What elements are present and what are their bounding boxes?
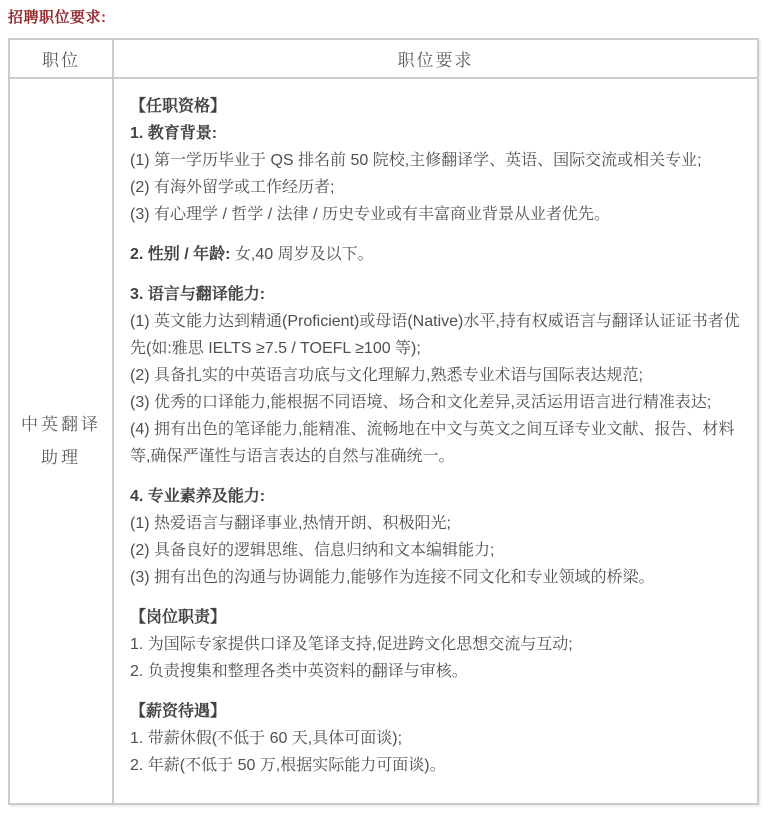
requirement-line: (1) 热爱语言与翻译事业,热情开朗、积极阳光; xyxy=(130,515,451,532)
requirements-cell xyxy=(113,78,758,804)
header-cell-position: 职位 xyxy=(9,39,113,78)
requirement-line: (1) 英文能力达到精通(Proficient)或母语(Native)水平,持有权威语言与翻译认证证书者优先(如:雅思 IELTS ≥7.5 / TOEFL ≥100 等); xyxy=(130,313,740,357)
position-line: 助理 xyxy=(41,448,81,467)
requirement-line: (3) 拥有出色的沟通与协调能力,能够作为连接不同文化和专业领域的桥梁。 xyxy=(130,569,655,586)
job-requirements-table xyxy=(8,38,759,805)
requirement-line: 3. 语言与翻译能力: xyxy=(130,286,266,303)
requirement-line: 2. 性别 / 年龄: 女,40 周岁及以下。 xyxy=(130,246,374,263)
position-cell xyxy=(9,78,113,804)
requirement-block xyxy=(130,281,747,470)
requirement-line: 【任职资格】 xyxy=(130,98,227,115)
requirement-line: 1. 带薪休假(不低于 60 天,具体可面谈); xyxy=(130,730,403,747)
requirement-line: 2. 负责搜集和整理各类中英资料的翻译与审核。 xyxy=(130,663,468,680)
requirement-line: 4. 专业素养及能力: xyxy=(130,488,266,505)
requirement-block xyxy=(130,93,747,228)
requirement-line: 1. 为国际专家提供口译及笔译支持,促进跨文化思想交流与互动; xyxy=(130,636,573,653)
position-line: 中英翻译 xyxy=(21,415,101,434)
requirement-line: 2. 年薪(不低于 50 万,根据实际能力可面谈)。 xyxy=(130,757,446,774)
requirement-line: (4) 拥有出色的笔译能力,能精准、流畅地在中文与英文之间互译专业文献、报告、材料等,确保严谨性与语言表达的自然与准确统一。 xyxy=(130,421,735,465)
table-header-row xyxy=(9,39,758,78)
requirement-line: 1. 教育背景: xyxy=(130,125,218,142)
requirement-line: (3) 有心理学 / 哲学 / 法律 / 历史专业或有丰富商业背景从业者优先。 xyxy=(130,206,611,223)
requirement-block xyxy=(130,241,747,268)
requirement-line: (2) 具备良好的逻辑思维、信息归纳和文本编辑能力; xyxy=(130,542,495,559)
requirement-line: (2) 有海外留学或工作经历者; xyxy=(130,179,335,196)
requirement-line: 【岗位职责】 xyxy=(130,609,227,626)
requirement-line: 【薪资待遇】 xyxy=(130,703,227,720)
table-row xyxy=(9,78,758,804)
requirement-block xyxy=(130,604,747,685)
requirement-line: (3) 优秀的口译能力,能根据不同语境、场合和文化差异,灵活运用语言进行精准表达; xyxy=(130,394,712,411)
header-cell-requirements: 职位要求 xyxy=(113,39,758,78)
requirement-block xyxy=(130,698,747,779)
requirement-line: (2) 具备扎实的中英语言功底与文化理解力,熟悉专业术语与国际表达规范; xyxy=(130,367,643,384)
requirement-block xyxy=(130,483,747,591)
requirement-line: (1) 第一学历毕业于 QS 排名前 50 院校,主修翻译学、英语、国际交流或相关专业; xyxy=(130,152,702,169)
page-title: 招聘职位要求: xyxy=(8,9,107,26)
requirements-content xyxy=(130,93,747,779)
